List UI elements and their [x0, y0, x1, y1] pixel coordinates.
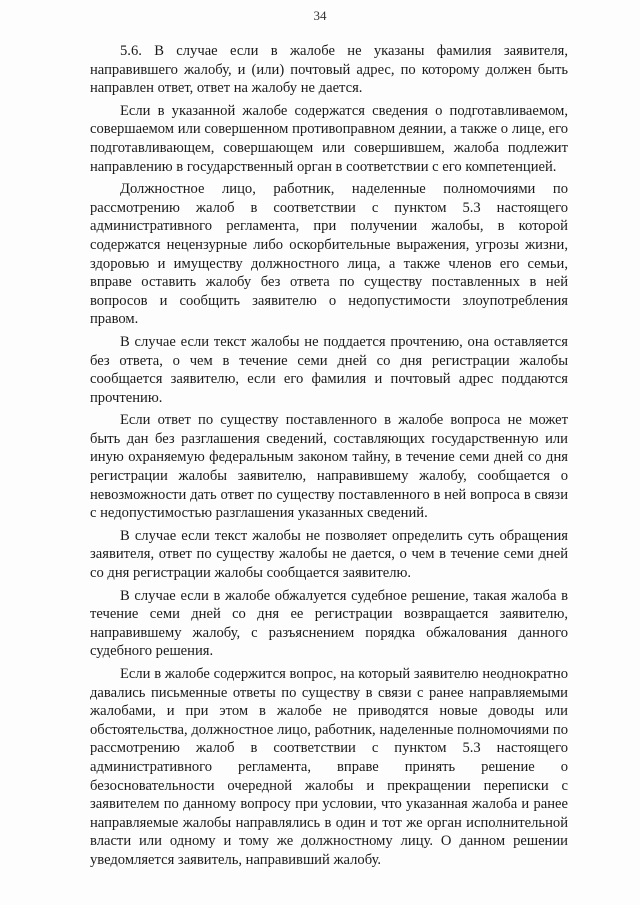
- paragraph-state-secret: Если ответ по существу поставленного в жалобе вопроса не может быть дан без разглашения сведений, составляющих государственную или иную охраняемую федеральным законом тайну, в течение семи дней со дня регистрации жалобы заявителю, направившему жалобу, сообщается о невозможности дать ответ по существу поставленного в ней вопроса в связи с недопустимостью разглашения указанных сведений.: [90, 412, 568, 522]
- paragraph-unlawful-act: Если в указанной жалобе содержатся сведения о подготавливаемом, совершаемом или совершенном противоправном деянии, а также о лице, его подготавливающем, совершающем или совершившем, жалоба подлежит направлению в государственный орган в соответствии с его компетенцией.: [90, 102, 568, 175]
- paragraph-unclear-essence: В случае если текст жалобы не позволяет определить суть обращения заявителя, ответ по существу жалобы не дается, о чем в течение семи дней со дня регистрации жалобы сообщается заявителю.: [90, 527, 568, 582]
- paragraph-offensive-language: Должностное лицо, работник, наделенные полномочиями по рассмотрению жалоб в соответствии с пунктом 5.3 настоящего административного регламента, при получении жалобы, в которой содержатся нецензурные либо оскорбительные выражения, угрозы жизни, здоровью и имуществу должностного лица, а также членов его семьи, вправе оставить жалобу без ответа по существу поставленных в ней вопросов и сообщить заявителю о недопустимости злоупотребления правом.: [90, 181, 568, 328]
- page-number: 34: [313, 8, 327, 23]
- paragraph-court-decision: В случае если в жалобе обжалуется судебное решение, такая жалоба в течение семи дней со дня ее регистрации возвращается заявителю, направившему жалобу, с разъяснением порядка обжалования данного судебного решения.: [90, 587, 568, 660]
- paragraph-unreadable-text: В случае если текст жалобы не поддается прочтению, она оставляется без ответа, о чем в течение семи дней со дня регистрации жалобы сообщается заявителю, если его фамилия и почтовый адрес поддаются прочтению.: [90, 333, 568, 406]
- paragraph-repeated-complaint: Если в жалобе содержится вопрос, на который заявителю неоднократно давались письменные ответы по существу в связи с ранее направляемыми жалобами, и при этом в жалобе не приводятся новые доводы или обстоятельства, должностное лицо, работник, наделенные полномочиями по рассмотрению жалоб в соответствии с пунктом 5.3 настоящего административного регламента, вправе принять решение о безосновательности очередной жалобы и прекращении переписки с заявителем по данному вопросу при условии, что указанная жалоба и ранее направляемые жалобы направлялись в один и тот же орган исполнительной власти или одному и тому же должностному лицу. О данном решении уведомляется заявитель, направивший жалобу.: [90, 666, 568, 868]
- document-body: [90, 42, 568, 874]
- paragraph-5-6: 5.6. В случае если в жалобе не указаны фамилия заявителя, направившего жалобу, и (или) почтовый адрес, по которому должен быть направлен ответ, ответ на жалобу не дается.: [90, 43, 568, 97]
